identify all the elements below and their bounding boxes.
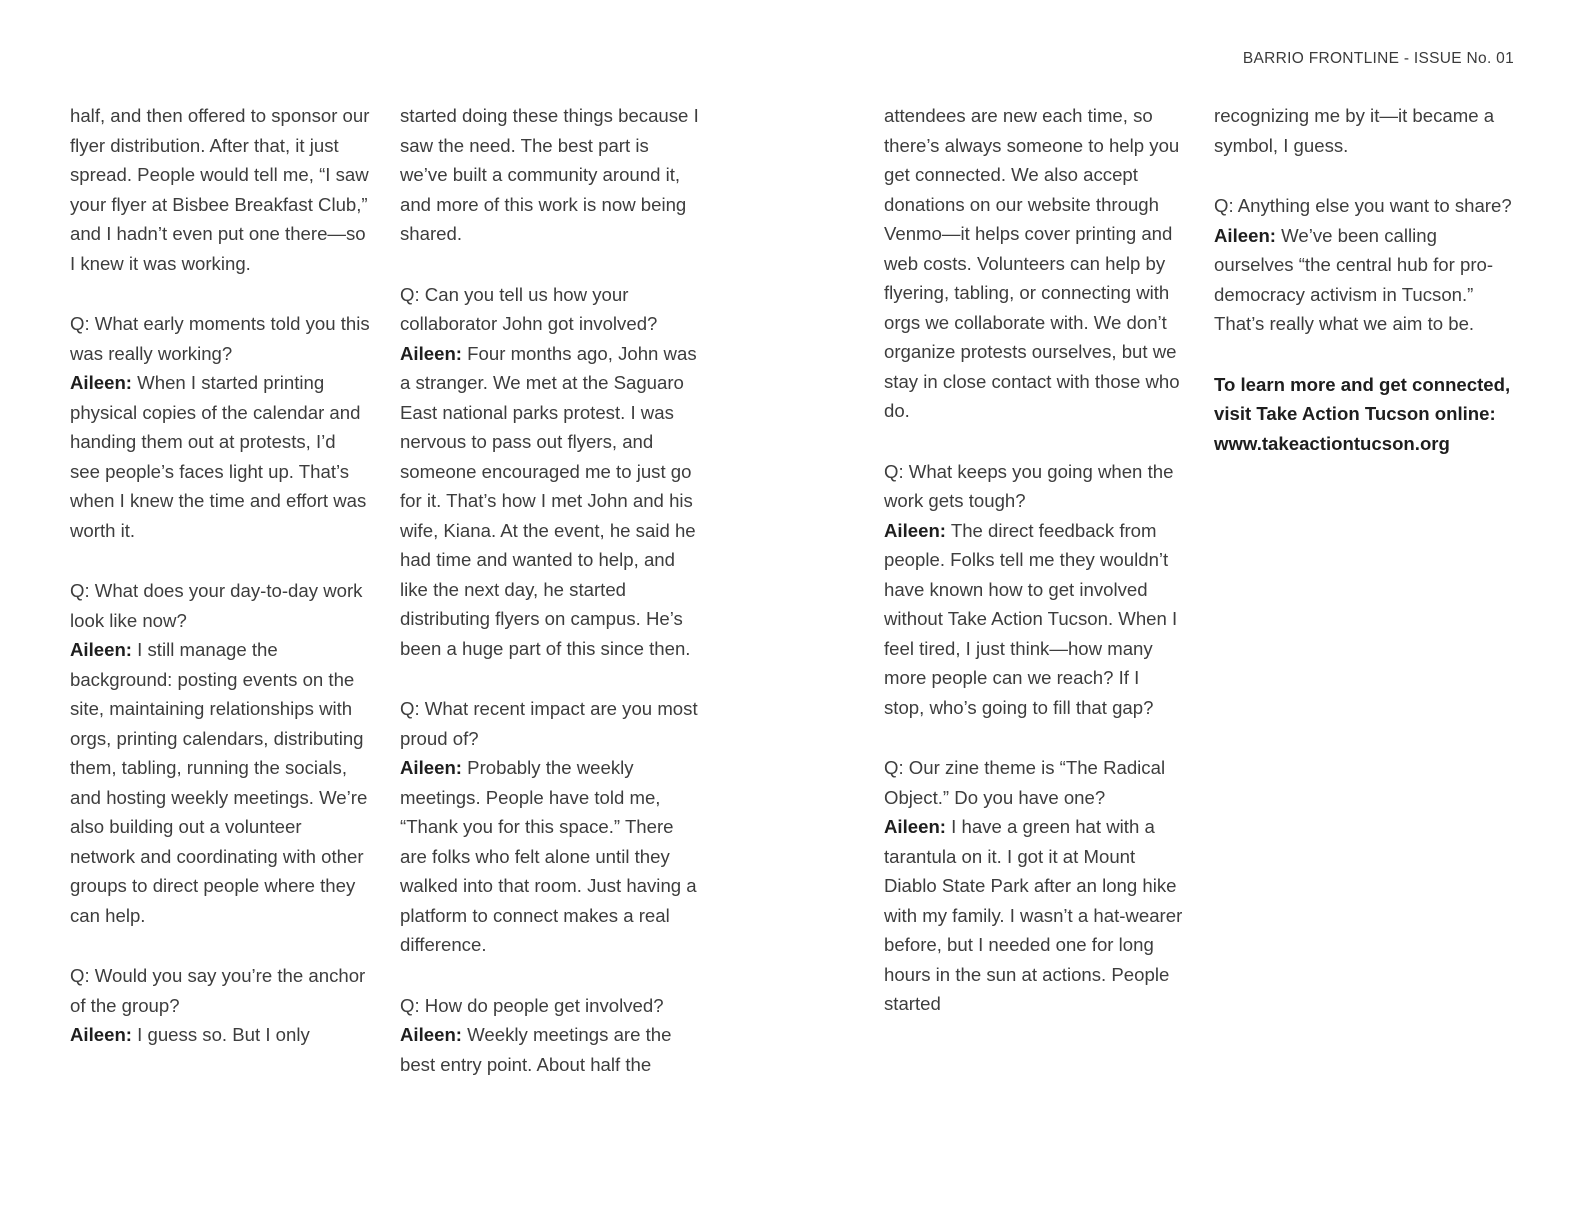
question-heading: Q: What does your day-to-day work look like now? xyxy=(70,580,363,631)
qa-block xyxy=(1214,191,1514,339)
answer-text: We’ve been calling ourselves “the central hub for pro-democracy activism in Tucson.” That’s really what we aim to be. xyxy=(1214,224,1494,334)
answer-paragraph xyxy=(400,339,700,664)
speaker-label: Aileen: xyxy=(70,639,132,660)
qa-block xyxy=(884,457,1184,723)
column-2 xyxy=(400,101,700,1079)
qa-block xyxy=(400,991,700,1080)
question-heading: Q: Can you tell us how your collaborator John got involved? xyxy=(400,283,658,334)
answer-paragraph xyxy=(400,753,700,960)
answer-paragraph xyxy=(884,812,1184,1019)
qa-block xyxy=(400,280,700,664)
column-1 xyxy=(70,101,370,1079)
qa-block xyxy=(884,753,1184,1019)
question-heading: Q: How do people get involved? xyxy=(400,994,664,1016)
answer-paragraph xyxy=(884,516,1184,723)
speaker-label: Aileen: xyxy=(884,816,946,837)
columns-container xyxy=(70,101,1514,1079)
cta-block xyxy=(1214,370,1514,459)
answer-text: Probably the weekly meetings. People have told me, “Thank you for this space.” There are folks who felt alone until they walked into that room. Just having a platform to connect makes a real difference. xyxy=(400,757,697,955)
answer-text: Weekly meetings are the best entry point. About half the xyxy=(400,1024,672,1075)
speaker-label: Aileen: xyxy=(1214,224,1276,246)
cta-text: To learn more and get connected, visit Take Action Tucson online: www.takeactiontucson.org xyxy=(1214,373,1511,454)
paragraph-continuation: half, and then offered to sponsor our flyer distribution. After that, it just spread. People would tell me, “I saw your flyer at Bisbee Breakfast Club,” and I hadn’t even put one there—so I knew it was working. xyxy=(70,105,370,274)
question-heading: Q: Our zine theme is “The Radical Object.” Do you have one? xyxy=(884,757,1166,808)
answer-paragraph xyxy=(1214,221,1514,339)
answer-text: I still manage the background: posting events on the site, maintaining relationships with orgs, printing calendars, distributing them, tabling, running the socials, and hosting weekly meetings. We’re also building out a volunteer network and coordinating with other groups to direct people where they can help. xyxy=(70,639,368,926)
column-3 xyxy=(884,101,1184,1079)
running-head: BARRIO FRONTLINE - ISSUE No. 01 xyxy=(1242,50,1514,67)
answer-text: The direct feedback from people. Folks tell me they wouldn’t have known how to get involved without Take Action Tucson. When I feel tired, I just think—how many more people can we reach? If I stop, who’s going to fill that gap? xyxy=(884,519,1178,718)
answer-paragraph xyxy=(70,635,370,930)
answer-text: When I started printing physical copies of the calendar and handing them out at protests, I’d see people’s faces light up. That’s when I knew the time and effort was worth it. xyxy=(70,372,367,541)
answer-text: I have a green hat with a tarantula on it. I got it at Mount Diablo State Park after an long hike with my family. I wasn’t a hat-wearer before, but I needed one for long hours in the sun at actions. People started xyxy=(884,816,1183,1014)
answer-text: I guess so. But I only xyxy=(137,1024,310,1045)
qa-block xyxy=(70,961,370,1050)
question-heading: Q: What early moments told you this was really working? xyxy=(70,313,370,364)
answer-paragraph xyxy=(400,1020,700,1079)
column-4 xyxy=(1214,101,1514,1079)
qa-block xyxy=(70,576,370,930)
speaker-label: Aileen: xyxy=(70,372,132,393)
paragraph-continuation: started doing these things because I saw the need. The best part is we’ve built a community around it, and more of this work is now being shared. xyxy=(400,105,699,244)
question-heading: Q: Would you say you’re the anchor of the group? xyxy=(70,965,366,1016)
paragraph-continuation: attendees are new each time, so there’s always someone to help you get connected. We also accept donations on our website through Venmo—it helps cover printing and web costs. Volunteers can help by flyering, tabling, or connecting with orgs we collaborate with. We don’t organize protests ourselves, but we stay in close contact with those who do. xyxy=(884,105,1180,421)
answer-text: Four months ago, John was a stranger. We met at the Saguaro East national parks protest. I was nervous to pass out flyers, and someone encouraged me to just go for it. That’s how I met John and his wife, Kiana. At the event, he said he had time and wanted to help, and like the next day, he started distributing flyers on campus. He’s been a huge part of this since then. xyxy=(400,342,697,659)
paragraph-continuation: recognizing me by it—it became a symbol, I guess. xyxy=(1214,105,1495,156)
answer-paragraph xyxy=(70,1020,370,1050)
speaker-label: Aileen: xyxy=(400,342,462,364)
speaker-label: Aileen: xyxy=(400,1024,462,1045)
qa-block xyxy=(400,694,700,960)
qa-block xyxy=(70,309,370,545)
speaker-label: Aileen: xyxy=(400,757,462,778)
answer-paragraph xyxy=(70,368,370,545)
speaker-label: Aileen: xyxy=(70,1024,132,1045)
question-heading: Q: What keeps you going when the work gets tough? xyxy=(884,460,1174,511)
question-heading: Q: What recent impact are you most proud of? xyxy=(400,698,698,749)
speaker-label: Aileen: xyxy=(884,519,946,541)
question-heading: Q: Anything else you want to share? xyxy=(1214,195,1512,216)
